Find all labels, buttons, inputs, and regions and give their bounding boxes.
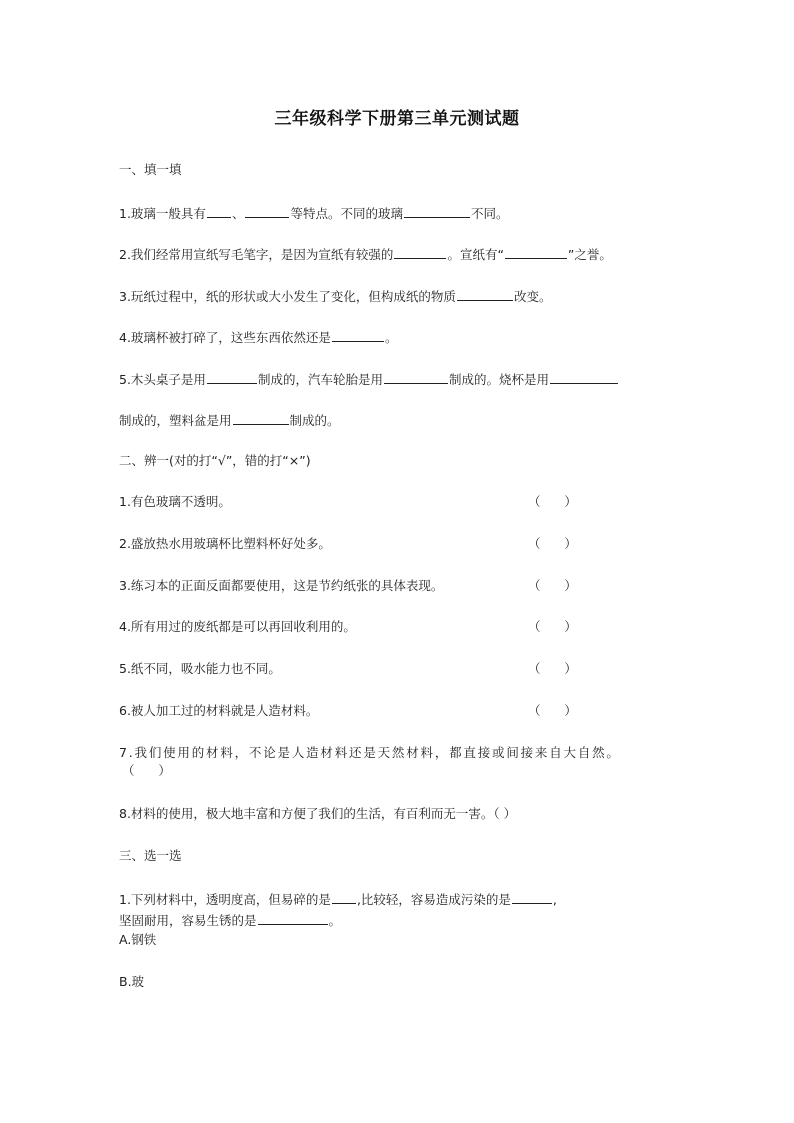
judge-item-3: 3.练习本的正面反面都要使用，这是节约纸张的具体表现。 (119, 578, 444, 593)
fill-question-3: 3.玩纸过程中，纸的形状或大小发生了变化，但构成纸的物质 改变。 (119, 286, 551, 306)
blank-4a[interactable] (332, 327, 384, 342)
judge-item-1: 1.有色玻璃不透明。 (119, 494, 231, 509)
blank-c1c[interactable] (258, 910, 328, 925)
section-heading-judge: 二、辨一(对的打“√”，错的打“×”) (119, 453, 311, 468)
answer-paren-4[interactable]: （ ） (528, 619, 577, 634)
blank-1c[interactable] (404, 203, 470, 218)
option-a[interactable]: A.钢铁 (119, 932, 157, 947)
section-heading-choose: 三、选一选 (119, 848, 182, 863)
page-title: 三年级科学下册第三单元测试题 (274, 109, 520, 129)
fill-question-1: 1.玻璃一般具有 、 等特点。不同的玻璃 不同。 (119, 203, 508, 223)
option-b[interactable]: B.玻 (119, 974, 145, 989)
choose-question-1-line1: 1.下列材料中，透明度高，但易碎的是 ,比较轻，容易造成污染的是 , (119, 889, 557, 909)
answer-paren-7[interactable]: （ ） (122, 763, 171, 778)
blank-1b[interactable] (245, 203, 289, 218)
judge-item-2: 2.盛放热水用玻璃杯比塑料杯好处多。 (119, 536, 331, 551)
section-heading-fill: 一、填一填 (119, 162, 182, 177)
blank-5c[interactable] (550, 369, 618, 384)
answer-paren-1[interactable]: （ ） (528, 494, 577, 509)
judge-item-8: 8.材料的使用，极大地丰富和方便了我们的生活，有百利而无一害。（ ） (119, 806, 517, 821)
answer-paren-5[interactable]: （ ） (528, 661, 577, 676)
judge-item-4: 4.所有用过的废纸都是可以再回收利用的。 (119, 619, 356, 634)
answer-paren-6[interactable]: （ ） (528, 703, 577, 718)
blank-1a[interactable] (207, 203, 231, 218)
fill-question-5-line2: 制成的，塑料盆是用 制成的。 (119, 410, 340, 430)
blank-c1b[interactable] (512, 889, 552, 904)
judge-item-6: 6.被人加工过的材料就是人造材料。 (119, 703, 319, 718)
fill-question-5-line1: 5.木头桌子是用 制成的，汽车轮胎是用 制成的。烧杯是用 (119, 369, 619, 389)
fill-question-2: 2.我们经常用宣纸写毛笔字，是因为宣纸有较强的 。宣纸有“ ”之誉。 (119, 244, 612, 264)
judge-item-5: 5.纸不同，吸水能力也不同。 (119, 661, 281, 676)
answer-paren-3[interactable]: （ ） (528, 578, 577, 593)
blank-3a[interactable] (457, 286, 513, 301)
judge-item-7: 7.我们使用的材料，不论是人造材料还是天然材料，都直接或间接来自大自然。 (119, 745, 621, 760)
blank-2a[interactable] (394, 244, 446, 259)
blank-c1a[interactable] (332, 889, 356, 904)
answer-paren-2[interactable]: （ ） (528, 536, 577, 551)
blank-5a[interactable] (207, 369, 257, 384)
blank-2b[interactable] (505, 244, 567, 259)
blank-5b[interactable] (384, 369, 448, 384)
choose-question-1-line2: 坚固耐用，容易生锈的是 。 (119, 910, 341, 930)
fill-question-4: 4.玻璃杯被打碎了，这些东西依然还是 。 (119, 327, 397, 347)
blank-5d[interactable] (233, 410, 289, 425)
